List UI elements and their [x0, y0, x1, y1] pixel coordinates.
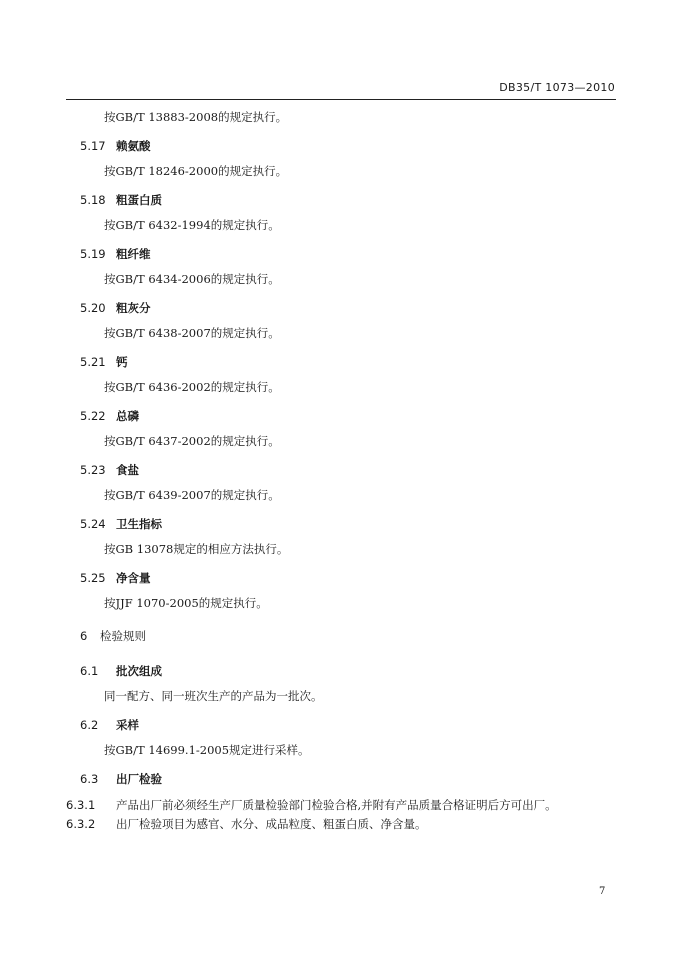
section-title: 卫生指标 — [116, 517, 162, 531]
body-text: 按GB/T 14699.1-2005规定进行采样。 — [104, 743, 310, 757]
section-number: 5.17 — [80, 139, 106, 153]
document-id: DB35/T 1073—2010 — [499, 81, 615, 94]
body-text: 按GB/T 6432-1994的规定执行。 — [104, 218, 280, 232]
section-number: 5.19 — [80, 247, 106, 261]
body-text: 按GB/T 18246-2000的规定执行。 — [104, 164, 288, 178]
section-title: 粗纤维 — [116, 247, 151, 261]
body-text: 按GB/T 6434-2006的规定执行。 — [104, 272, 280, 286]
section-heading — [80, 246, 151, 262]
section-number: 5.20 — [80, 301, 106, 315]
body-text: 按GB/T 6436-2002的规定执行。 — [104, 380, 280, 394]
section-number: 5.18 — [80, 193, 106, 207]
section-title: 净含量 — [116, 571, 151, 585]
clause-number: 6.3.1 — [66, 798, 96, 812]
clause-text: 出厂检验项目为感官、水分、成品粒度、粗蛋白质、净含量。 — [116, 817, 427, 831]
body-text: 按GB/T 6438-2007的规定执行。 — [104, 326, 280, 340]
section-title: 采样 — [116, 718, 139, 732]
section-heading — [80, 570, 151, 586]
section-heading — [80, 462, 139, 478]
body-text: 按GB 13078规定的相应方法执行。 — [104, 542, 289, 556]
body-text: 按GB/T 6437-2002的规定执行。 — [104, 434, 280, 448]
section-heading — [80, 138, 151, 154]
section-heading — [80, 300, 151, 316]
section-heading — [80, 717, 139, 733]
section-number: 6.1 — [80, 664, 99, 678]
section-number: 6.3 — [80, 772, 99, 786]
body-text: 按JJF 1070-2005的规定执行。 — [104, 596, 268, 610]
page-number: 7 — [599, 886, 606, 897]
section-number: 6.2 — [80, 718, 99, 732]
header-rule — [66, 99, 616, 100]
section-heading — [80, 354, 128, 370]
clause-number: 6.3.2 — [66, 817, 96, 831]
section-heading — [80, 408, 139, 424]
clause-item — [66, 797, 557, 813]
section-heading — [80, 192, 162, 208]
body-text: 按GB/T 13883-2008的规定执行。 — [104, 110, 288, 124]
section-title: 批次组成 — [116, 664, 162, 678]
section-number: 5.21 — [80, 355, 106, 369]
section-title: 钙 — [116, 355, 128, 369]
clause-text: 产品出厂前必须经生产厂质量检验部门检验合格,并附有产品质量合格证明后方可出厂。 — [116, 798, 557, 812]
chapter-heading — [80, 628, 146, 644]
clause-item — [66, 816, 427, 832]
section-title: 食盐 — [116, 463, 139, 477]
section-title: 出厂检验 — [116, 772, 162, 786]
section-heading — [80, 516, 162, 532]
section-title: 赖氨酸 — [116, 139, 151, 153]
chapter-number: 6 — [80, 629, 88, 643]
section-title: 粗蛋白质 — [116, 193, 162, 207]
section-number: 5.25 — [80, 571, 106, 585]
section-heading — [80, 771, 162, 787]
section-title: 总磷 — [116, 409, 139, 423]
body-text: 同一配方、同一班次生产的产品为一批次。 — [104, 689, 323, 703]
section-title: 粗灰分 — [116, 301, 151, 315]
section-number: 5.23 — [80, 463, 106, 477]
body-text: 按GB/T 6439-2007的规定执行。 — [104, 488, 280, 502]
chapter-title: 检验规则 — [100, 629, 146, 643]
section-heading — [80, 663, 162, 679]
section-number: 5.22 — [80, 409, 106, 423]
section-number: 5.24 — [80, 517, 106, 531]
